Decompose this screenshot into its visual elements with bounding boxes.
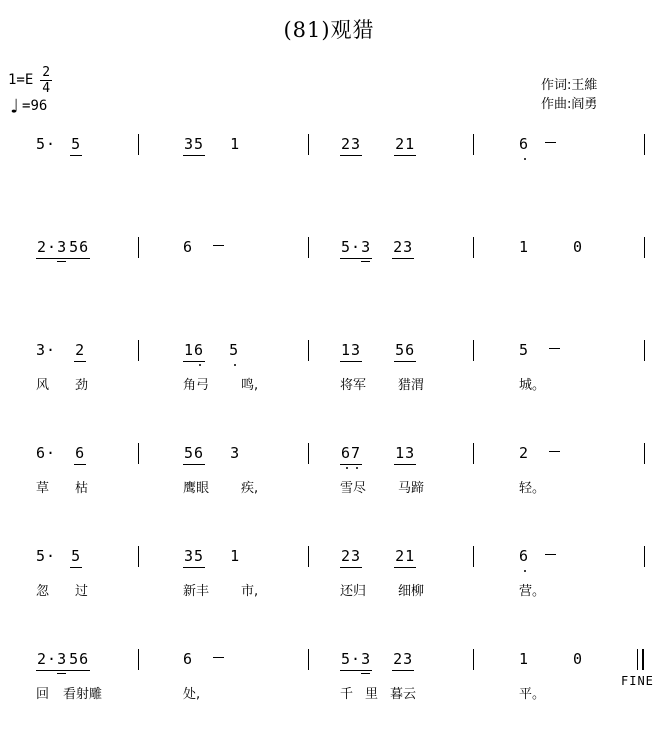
note: 23 — [341, 547, 362, 565]
lyric-measure — [138, 584, 308, 600]
note-group — [392, 239, 414, 259]
note: 13 — [395, 444, 416, 462]
lyric-measure — [0, 481, 138, 497]
measure — [473, 651, 658, 671]
note: 6 — [183, 238, 194, 256]
lyrics-line — [0, 584, 658, 600]
dash-note — [545, 142, 556, 143]
note-group — [545, 548, 556, 565]
note: 56 — [184, 444, 205, 462]
barline — [473, 340, 474, 361]
note: 35 — [184, 547, 205, 565]
note-group — [519, 445, 529, 462]
measure — [138, 548, 308, 568]
lyric-measure — [473, 687, 658, 703]
note: 6 — [194, 341, 205, 359]
note-group — [36, 651, 68, 671]
note-group — [74, 342, 86, 362]
lyric-measure — [0, 687, 138, 703]
note-group — [183, 342, 205, 362]
lyric: 轻。 — [519, 481, 546, 496]
measure — [0, 445, 138, 465]
measure — [308, 239, 473, 259]
lyric: 里 — [365, 687, 379, 702]
notes-line — [0, 136, 658, 156]
note: 6· — [36, 444, 57, 462]
note-group — [340, 445, 362, 465]
note: 1 — [230, 135, 241, 153]
note: 35 — [184, 135, 205, 153]
note-group — [549, 445, 560, 462]
note-group — [573, 239, 583, 256]
note-group — [36, 136, 56, 153]
lyric: 角弓 — [183, 378, 210, 393]
note: 1 — [519, 650, 530, 668]
lyric-measure — [0, 378, 138, 394]
barline — [308, 443, 309, 464]
measure — [0, 239, 138, 259]
note-group — [213, 651, 224, 668]
note-group — [36, 548, 56, 565]
dash-note — [213, 245, 224, 246]
measure — [138, 445, 308, 465]
lyric: 鹰眼 — [183, 481, 210, 496]
barline — [308, 237, 309, 258]
note: 56 — [395, 341, 416, 359]
dash-note — [549, 348, 560, 349]
note: 1 — [184, 341, 195, 359]
lyric: 将军 — [340, 378, 367, 393]
note: 5 — [519, 341, 530, 359]
fine-label: FINE — [621, 674, 654, 688]
measure — [138, 651, 308, 671]
lyric-measure — [473, 378, 658, 394]
end-barline — [644, 546, 645, 567]
barline — [138, 546, 139, 567]
notes-line — [0, 445, 658, 465]
key-label: 1=E — [8, 72, 34, 88]
note-group — [519, 239, 529, 256]
note: 13 — [341, 341, 362, 359]
note: 2· — [37, 238, 58, 256]
note-group — [394, 445, 416, 465]
measure — [138, 239, 308, 259]
note-group — [394, 548, 416, 568]
notes-line — [0, 548, 658, 568]
time-signature-denominator: 4 — [42, 80, 51, 96]
note-group — [394, 136, 416, 156]
note: 6 — [519, 135, 530, 153]
note-group — [230, 445, 240, 462]
note-group — [545, 136, 556, 153]
note: 5· — [36, 547, 57, 565]
barline — [308, 649, 309, 670]
barline — [308, 134, 309, 155]
measure — [0, 548, 138, 568]
barline — [308, 546, 309, 567]
final-barline-thin — [637, 649, 638, 670]
lyrics-line — [0, 378, 658, 394]
lyric-measure — [138, 687, 308, 703]
note: 3 — [57, 650, 68, 668]
note: 6 — [519, 547, 530, 565]
note-group — [183, 445, 205, 465]
note: 5 — [71, 135, 82, 153]
note: 5· — [341, 650, 362, 668]
measure — [308, 342, 473, 362]
measure — [0, 136, 138, 156]
end-barline — [644, 443, 645, 464]
note-group — [74, 445, 86, 465]
lyric: 细柳 — [398, 584, 425, 599]
note: 5 — [71, 547, 82, 565]
note-group — [519, 136, 529, 153]
note: 23 — [341, 135, 362, 153]
lyric: 处, — [183, 687, 201, 702]
note-group — [183, 239, 193, 256]
barline — [138, 134, 139, 155]
final-barline-thick — [642, 649, 644, 670]
note: 23 — [393, 238, 414, 256]
note: 0 — [573, 650, 584, 668]
lyric: 千 — [340, 687, 354, 702]
note-group — [573, 651, 583, 668]
lyric: 暮云 — [390, 687, 417, 702]
note: 2 — [519, 444, 530, 462]
score-row — [0, 136, 658, 238]
measure — [0, 651, 138, 671]
measure — [473, 342, 658, 362]
lyric-measure — [308, 687, 473, 703]
note-group — [36, 445, 56, 462]
note-group — [36, 342, 56, 359]
barline — [138, 237, 139, 258]
note-group — [230, 136, 240, 153]
lyric: 城。 — [519, 378, 546, 393]
end-barline — [644, 340, 645, 361]
barline — [473, 546, 474, 567]
barline — [473, 237, 474, 258]
lyric: 雪尽 — [340, 481, 367, 496]
measure — [0, 342, 138, 362]
note-group — [213, 239, 224, 256]
note-group — [519, 548, 529, 565]
note: 6 — [341, 444, 352, 462]
lyric-measure — [0, 584, 138, 600]
note: 5· — [341, 238, 362, 256]
lyric: 新丰 — [183, 584, 210, 599]
lyric: 草 — [36, 481, 50, 496]
note: 3 — [361, 238, 372, 256]
score-row — [0, 342, 658, 444]
note-group — [340, 136, 362, 156]
lyric: 劲 — [75, 378, 89, 393]
notes-line — [0, 239, 658, 259]
lyric: 风 — [36, 378, 50, 393]
measure — [308, 445, 473, 465]
measure — [308, 548, 473, 568]
barline — [473, 649, 474, 670]
score-row — [0, 239, 658, 341]
note: 1 — [519, 238, 530, 256]
lyric-measure — [138, 378, 308, 394]
note: 2· — [37, 650, 58, 668]
lyric: 市, — [241, 584, 259, 599]
lyric: 回 — [36, 687, 50, 702]
score-row — [0, 445, 658, 547]
composer-credit: 作曲:阎勇 — [541, 97, 598, 112]
lyric: 看射雕 — [63, 687, 103, 702]
note-group — [68, 651, 90, 671]
note-group — [549, 342, 560, 359]
time-signature-numerator: 2 — [42, 64, 51, 80]
score-row — [0, 548, 658, 650]
measure — [138, 342, 308, 362]
note-group — [183, 548, 205, 568]
note: 56 — [69, 650, 90, 668]
note: 6 — [75, 444, 86, 462]
note: 3 — [361, 650, 372, 668]
lyric: 枯 — [75, 481, 89, 496]
barline — [138, 649, 139, 670]
note-group — [519, 651, 529, 668]
note-group — [340, 342, 362, 362]
lyricist-credit: 作词:王維 — [541, 78, 598, 93]
note-group — [229, 342, 239, 359]
lyrics-line — [0, 687, 658, 703]
notes-line — [0, 342, 658, 362]
note-group — [392, 651, 414, 671]
barline — [138, 340, 139, 361]
tempo-value: =96 — [22, 98, 48, 114]
measure — [308, 136, 473, 156]
quarter-note-icon: ♩ — [8, 94, 21, 118]
note-group — [340, 239, 372, 259]
note-group — [36, 239, 68, 259]
dash-note — [549, 451, 560, 452]
note-group — [230, 548, 240, 565]
lyric: 马蹄 — [398, 481, 425, 496]
note: 0 — [573, 238, 584, 256]
dash-note — [213, 657, 224, 658]
dash-note — [545, 554, 556, 555]
notes-line — [0, 651, 658, 671]
note-group — [183, 136, 205, 156]
lyric-measure — [308, 481, 473, 497]
note: 56 — [69, 238, 90, 256]
lyric: 营。 — [519, 584, 546, 599]
measure — [473, 239, 658, 259]
note-group — [183, 651, 193, 668]
lyrics-line — [0, 481, 658, 497]
lyric-measure — [308, 584, 473, 600]
note-group — [394, 342, 416, 362]
note-group — [68, 239, 90, 259]
barline — [308, 340, 309, 361]
lyric: 忽 — [36, 584, 50, 599]
lyric: 鸣, — [241, 378, 259, 393]
note: 3· — [36, 341, 57, 359]
score-row — [0, 651, 658, 751]
note: 2 — [75, 341, 86, 359]
measure — [473, 445, 658, 465]
lyric: 过 — [75, 584, 89, 599]
note: 23 — [393, 650, 414, 668]
note: 5 — [229, 341, 240, 359]
note: 7 — [351, 444, 362, 462]
note: 5· — [36, 135, 57, 153]
measure — [473, 136, 658, 156]
note: 6 — [183, 650, 194, 668]
note: 3 — [230, 444, 241, 462]
note-group — [70, 136, 82, 156]
barline — [473, 443, 474, 464]
note-group — [70, 548, 82, 568]
note: 3 — [57, 238, 68, 256]
measure — [138, 136, 308, 156]
note-group — [519, 342, 529, 359]
barline — [473, 134, 474, 155]
note: 21 — [395, 547, 416, 565]
lyric-measure — [308, 378, 473, 394]
lyric-measure — [138, 481, 308, 497]
lyric: 还归 — [340, 584, 367, 599]
lyric-measure — [473, 584, 658, 600]
measure — [308, 651, 473, 671]
note-group — [340, 548, 362, 568]
barline — [138, 443, 139, 464]
note-group — [340, 651, 372, 671]
measure — [473, 548, 658, 568]
lyric: 猎渭 — [398, 378, 425, 393]
lyric: 平。 — [519, 687, 546, 702]
end-barline — [644, 237, 645, 258]
page-title: (81)观猎 — [283, 18, 375, 42]
note: 21 — [395, 135, 416, 153]
note: 1 — [230, 547, 241, 565]
end-barline — [644, 134, 645, 155]
lyric: 疾, — [241, 481, 259, 496]
lyric-measure — [473, 481, 658, 497]
